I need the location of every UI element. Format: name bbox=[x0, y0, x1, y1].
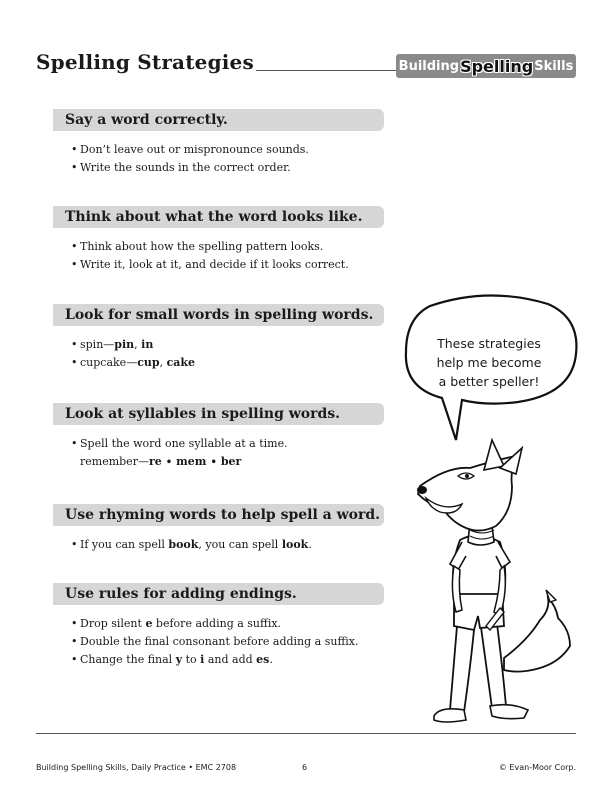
list-item: • Write the sounds in the correct order. bbox=[71, 159, 393, 177]
series-word-skills: Skills bbox=[534, 58, 574, 74]
list-item: • cupcake—cup, cake bbox=[71, 354, 393, 372]
title-rule bbox=[256, 70, 396, 71]
bullet-list bbox=[71, 536, 393, 554]
section-syllables bbox=[53, 403, 393, 472]
bullet-list bbox=[71, 141, 393, 177]
list-item: • Drop silent e before adding a suffix. bbox=[71, 615, 393, 633]
list-item: • Spell the word one syllable at a time. bbox=[71, 435, 393, 453]
list-item: • Double the final consonant before adding a suffix. bbox=[71, 633, 393, 651]
bullet-list bbox=[71, 615, 393, 669]
section-looks-like bbox=[53, 206, 393, 274]
section-heading: Use rhyming words to help spell a word. bbox=[53, 504, 384, 526]
speech-bubble-text: These strategies help me become a better speller! bbox=[436, 336, 542, 389]
list-item: • Change the final y to i and add es. bbox=[71, 651, 393, 669]
list-item: • spin—pin, in bbox=[71, 336, 393, 354]
section-heading: Look at syllables in spelling words. bbox=[53, 403, 384, 425]
bullet-list bbox=[71, 238, 393, 274]
list-item: • Don’t leave out or mispronounce sounds. bbox=[71, 141, 393, 159]
footer-rule bbox=[36, 733, 576, 734]
section-say-correctly bbox=[53, 109, 393, 177]
bullet-list bbox=[71, 435, 393, 472]
section-heading: Say a word correctly. bbox=[53, 109, 384, 131]
series-word-spelling: Spelling bbox=[460, 56, 534, 76]
footer-left: Building Spelling Skills, Daily Practice • EMC 2708 bbox=[36, 763, 237, 772]
list-item: • If you can spell book, you can spell look. bbox=[71, 536, 393, 554]
section-heading: Think about what the word looks like. bbox=[53, 206, 384, 228]
section-small-words bbox=[53, 304, 393, 372]
page-number: 6 bbox=[302, 763, 308, 772]
bullet-list bbox=[71, 336, 393, 372]
list-item: • Write it, look at it, and decide if it looks correct. bbox=[71, 256, 393, 274]
series-badge bbox=[396, 54, 576, 78]
series-word-building: Building bbox=[398, 58, 460, 74]
section-heading: Use rules for adding endings. bbox=[53, 583, 384, 605]
section-rhyming bbox=[53, 504, 393, 554]
footer-copyright: © Evan-Moor Corp. bbox=[498, 763, 576, 772]
page-title: Spelling Strategies bbox=[36, 50, 254, 74]
section-endings bbox=[53, 583, 393, 669]
syllable-example: remember—re • mem • ber bbox=[80, 455, 242, 468]
list-item: • Think about how the spelling pattern looks. bbox=[71, 238, 393, 256]
section-heading: Look for small words in spelling words. bbox=[53, 304, 384, 326]
